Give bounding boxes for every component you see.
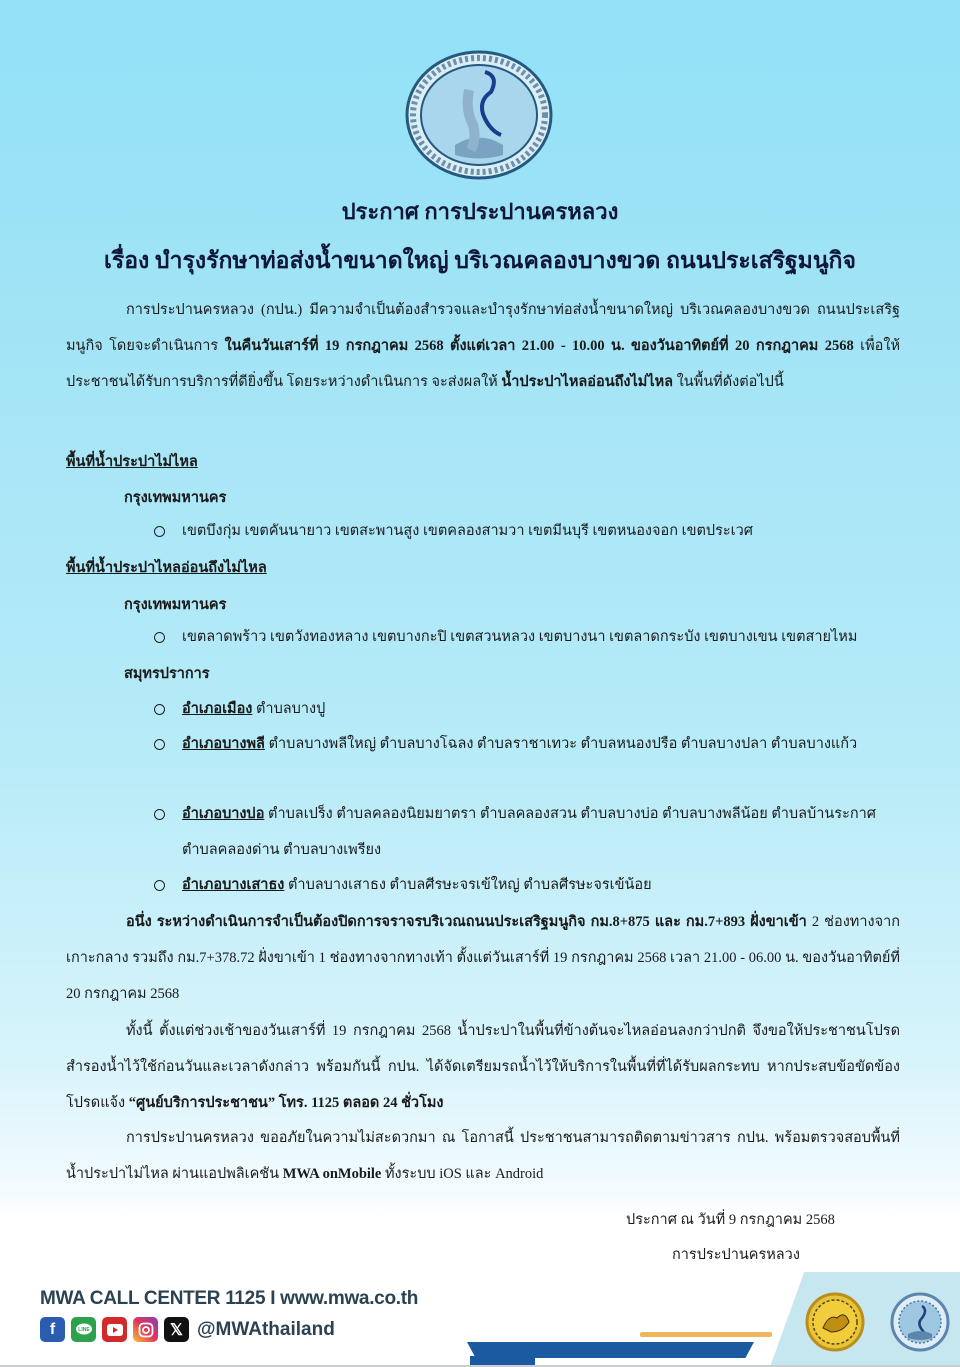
list-item: อำเภอบางบ่อ ตำบลเปร็ง ตำบลคลองนิยมยาตรา ตำบลคลองสวน ตำบลบางบ่อ ตำบลบางพลีน้อย ตำบลบ้านระกาศ ตำบลคลองด่าน ตำบลบางเพรียง [152,796,902,868]
mwa-seal-small-icon [890,1292,950,1352]
bullet-icon [154,704,165,715]
decorative-stripe-gold [640,1332,772,1337]
bullet-icon [154,526,165,537]
svg-text:LINE: LINE [77,1326,90,1333]
announcement-title: ประกาศ การประปานครหลวง [341,199,619,224]
list-item: เขตลาดพร้าว เขตวังทองหลาง เขตบางกะปิ เขตสวนหลวง เขตบางนา เขตลาดกระบัง เขตบางเขน เขตสายไหม [152,619,902,655]
line-icon[interactable] [71,1317,96,1342]
x-icon[interactable]: 𝕏 [164,1317,189,1342]
section-heading-low-flow: พื้นที่น้ำประปาไหลอ่อนถึงไม่ไหล [66,560,267,576]
instagram-icon[interactable] [133,1317,158,1342]
intro-impact: น้ำประปาไหลอ่อนถึงไม่ไหล [501,374,674,390]
footer [0,1272,960,1367]
intro-paragraph [66,292,900,400]
list-item: เขตบึงกุ่ม เขตคันนายาว เขตสะพานสูง เขตคลองสามวา เขตมีนบุรี เขตหนองจอก เขตประเวศ [152,513,902,549]
signoff-org: การประปานครหลวง [672,1247,800,1263]
mwa-seal-icon [405,50,553,180]
province-label: กรุงเทพมหานคร [124,597,227,613]
bullet-icon [154,632,165,643]
bangkok-seal-icon [805,1292,865,1352]
intro-text: การประปานครหลวง (กปน.) มีความจำเป็นต้องสำรวจและบำรุงรักษาท่อส่งน้ำขนาดใหญ่ บริเวณคลองบางขวด ถนนประเสริฐมนูกิจ โดยจะดำเนินการ [66,302,900,354]
announcement-subject: เรื่อง บำรุงรักษาท่อส่งน้ำขนาดใหญ่ บริเวณคลองบางขวด ถนนประเสริฐมนูกิจ [104,248,856,273]
intro-text-3: ในพื้นที่ดังต่อไปนี้ [673,374,784,390]
youtube-icon[interactable] [102,1317,127,1342]
list-item: อำเภอบางพลี ตำบลบางพลีใหญ่ ตำบลบางโฉลง ตำบลราชาเทวะ ตำบลหนองปรือ ตำบลบางปลา ตำบลบางแก้ว [152,726,902,762]
hotline-text: “ศูนย์บริการประชาชน” โทร. 1125 ตลอด 24 ชั่วโมง [128,1095,444,1111]
intro-text-2: เพื่อให้ประชาชนได้รับการบริการที่ดียิ่งขึ้น โดยระหว่างดำเนินการ จะส่งผลให้ [66,338,900,390]
social-handle[interactable]: @MWAthailand [197,1318,335,1340]
social-links [40,1317,335,1342]
intro-schedule: ในคืนวันเสาร์ที่ 19 กรกฎาคม 2568 ตั้งแต่เวลา 21.00 - 10.00 น. ของวันอาทิตย์ที่ 20 กรกฎาคม 2568 [224,338,854,354]
bullet-icon [154,809,165,820]
callcenter-link[interactable]: MWA CALL CENTER 1125 I www.mwa.co.th [40,1288,419,1309]
apology-paragraph: การประปานครหลวง ขออภัยในความไม่สะดวกมา ณ โอกาสนี้ ประชาชนสามารถติดตามข่าวสาร กปน. พร้อมตรวจสอบพื้นที่น้ำประปาไม่ไหล ผ่านแอปพลิเคชัน MWA onMobile ทั้งระบบ iOS และ Android [66,1130,900,1182]
province-label: กรุงเทพมหานคร [124,490,227,506]
bullet-icon [154,880,165,891]
list-item: อำเภอบางเสาธง ตำบลบางเสาธง ตำบลศีรษะจรเข้ใหญ่ ตำบลศีรษะจรเข้น้อย [152,867,902,903]
bullet-icon [154,739,165,750]
section-heading-no-water: พื้นที่น้ำประปาไม่ไหล [66,454,198,470]
app-name: MWA onMobile [282,1166,382,1182]
list-item: อำเภอเมือง ตำบลบางปู [152,691,902,727]
province-label: สมุทรปราการ [124,666,210,682]
facebook-icon[interactable]: f [40,1317,65,1342]
traffic-paragraph: อนึ่ง ระหว่างดำเนินการจำเป็นต้องปิดการจราจรบริเวณถนนประเสริฐมนูกิจ กม.8+875 และ กม.7+893 ฝั่งขาเข้า 2 ช่องทางจากเกาะกลาง รวมถึง กม.7+378.72 ฝั่งขาเข้า 1 ช่องทางจากทางเท้า ตั้งแต่วันเสาร์ที่ 19 กรกฎาคม 2568 เวลา 21.00 - 06.00 น. ของวันอาทิตย์ที่ 20 กรกฎาคม 2568 [66,914,900,1002]
advice-paragraph: ทั้งนี้ ตั้งแต่ช่วงเช้าของวันเสาร์ที่ 19 กรกฎาคม 2568 น้ำประปาในพื้นที่ข้างต้นจะไหลอ่อนลงกว่าปกติ จึงขอให้ประชาชนโปรดสำรองน้ำไว้ใช้ก่อนวันและเวลาดังกล่าว พร้อมกันนี้ กปน. ได้จัดเตรียมรถน้ำไว้ให้บริการในพื้นที่ที่ได้รับผลกระทบ หากประสบข้อขัดข้องโปรดแจ้ง “ศูนย์บริการประชาชน” โทร. 1125 ตลอด 24 ชั่วโมง [66,1023,900,1111]
announcement-date: ประกาศ ณ วันที่ 9 กรกฎาคม 2568 [626,1212,835,1228]
